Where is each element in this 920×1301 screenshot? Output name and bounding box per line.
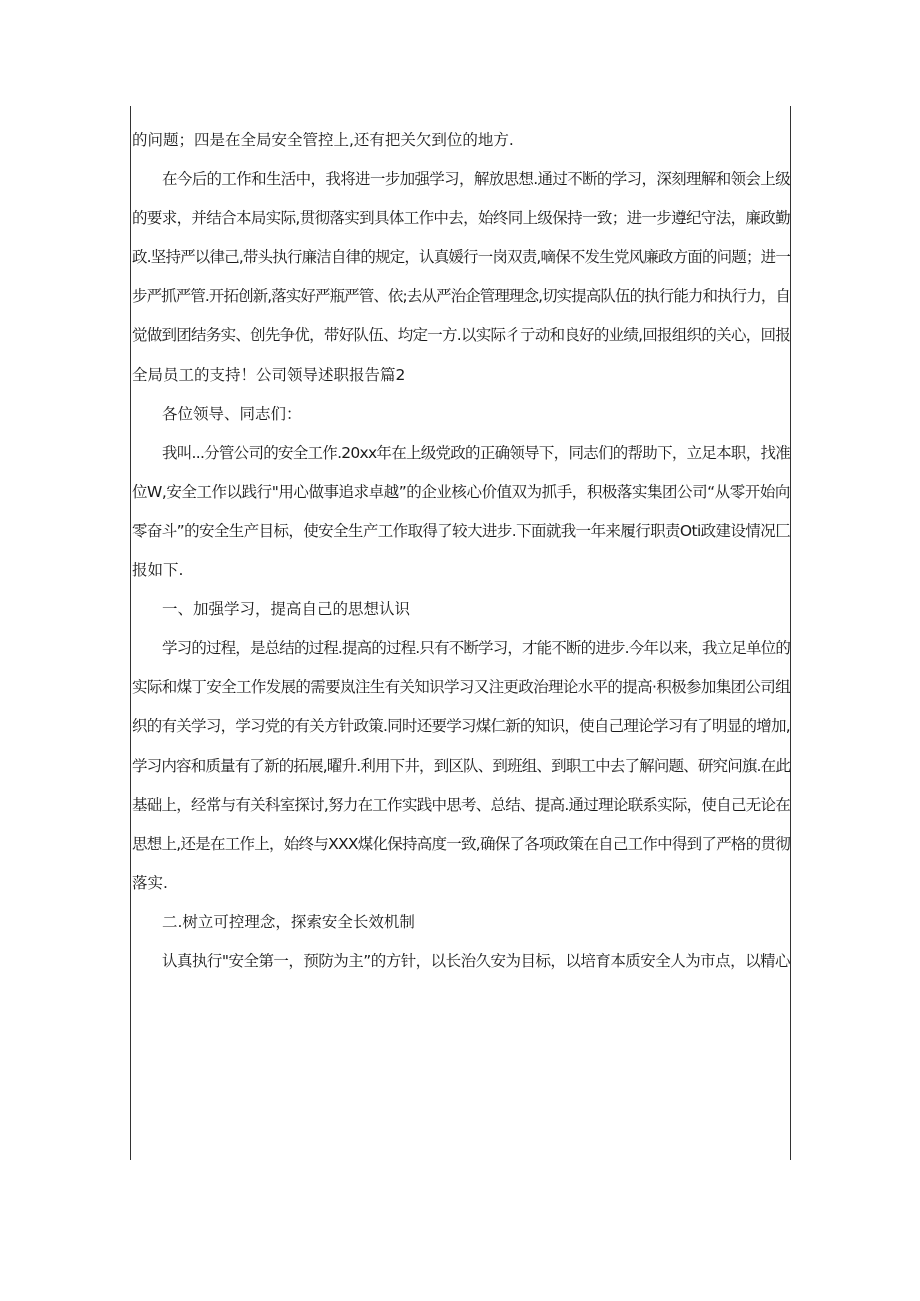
left-margin-rule (130, 106, 131, 1160)
text-line: 学习的过程，是总结的过程.提高的过程.只有不断学习，才能不断的进步.今年以来，我立足单位的 (162, 639, 790, 658)
text-line: 织的有关学习，学习党的有关方针政策.同时还要学习煤仁新的知识，使自己理论学习有了明显的增加, (132, 717, 791, 736)
document-body (132, 121, 792, 981)
text-line: 在今后的工作和生活中，我将进一步加强学习，解放思想.通过不断的学习，深刻理解和领会上级 (162, 170, 790, 189)
text-line: 我叫...分管公司的安全工作.20xx年在上级党政的正确领导下，同志们的帮助下，立足本职，找准 (162, 443, 791, 462)
text-line: 全局员工的支持！公司领导述职报告篇2 (132, 365, 406, 384)
text-line: 思想上,还是在工作上，始终与XXX煤化保持高度一致,确保了各项政策在自己工作中得到了严格的贯彻 (132, 834, 790, 853)
text-line: 的要求，并结合本局实际,贯彻落实到具体工作中去，始终同上级保持一致；进一步遵纪守法，廉政勤 (132, 209, 790, 228)
text-line: 位W,安全工作以践行"用心做事追求卓越”的企业核心价值双为抓手，积极落实集团公司“从零开始向 (132, 482, 790, 501)
section-heading: 一、加强学习，提高自己的思想认识 (162, 600, 411, 619)
text-line: 落实. (132, 873, 168, 892)
text-line: 的问题；四是在全局安全管控上,还有把关欠到位的地方. (132, 131, 514, 149)
text-line: 学习内容和质量有了新的拓展,曜升.利用下井，到区队、到班组、到职工中去了解问题、研究问旗.在此 (132, 756, 791, 775)
text-line: 政.坚持严以律己,带头执行廉洁自律的规定，认真媛行一岗双责,嘀保不发生党风廉政方面的问题；进一 (132, 248, 791, 267)
salutation: 各位领导、同志们： (162, 404, 302, 423)
text-line: 步严抓严管.开拓创新,落实好严瓶严管、依;去从严治企管理理念,切实提高队伍的执行能力和执行力，自 (132, 287, 790, 306)
text-line: 认真执行"安全第一，预防为主”的方针，以长治久安为目标，以培育本质安全人为市点，以精心 (162, 951, 791, 970)
text-line: 零奋斗”的安全生产目标，使安全生产工作取得了较大进步.下面就我一年来履行职责Oti政建设情况匚 (132, 521, 791, 540)
section-heading: 二.树立可控理念，探索安全长效机制 (162, 912, 415, 931)
text-line: 基础上，经常与有关科室探讨,努力在工作实践中思考、总结、提高.通过理论联系实际，使自己无论在 (132, 795, 791, 814)
text-line: 报如下. (132, 561, 184, 580)
text-line: 觉做到团结务实、创先争优，带好队伍、均定一方.以实际彳亍动和良好的业绩,回报组织的关心，回报 (132, 326, 791, 345)
text-line: 实际和煤丁安全工作发展的需要岚注生有关知识学习又注更政治理论水平的提高·积极参加集团公司组 (132, 678, 790, 697)
